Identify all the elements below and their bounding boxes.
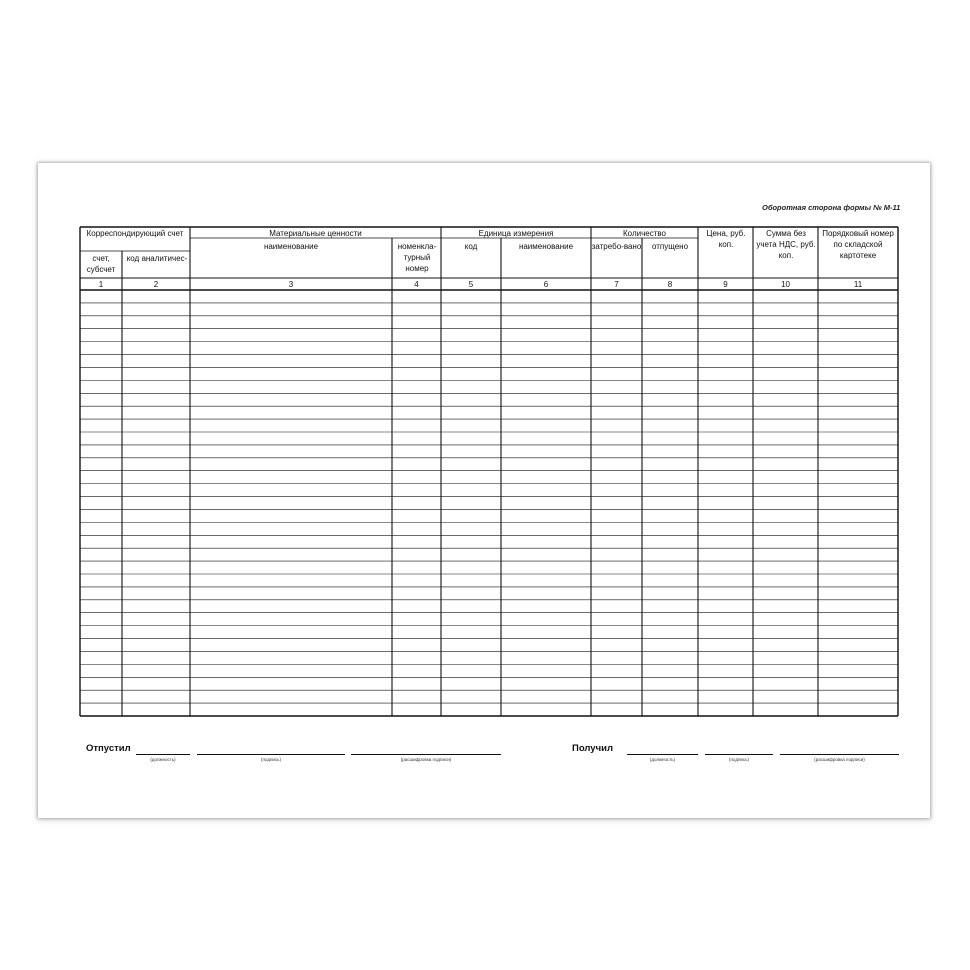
received-position-hint: (должность) (649, 757, 676, 762)
form-title: Оборотная сторона формы № М-11 (762, 203, 901, 212)
received-position-line[interactable] (627, 754, 698, 755)
released-decoding-hint: (расшифровка подписи) (400, 757, 452, 762)
header-card-number: Порядковый номер по складской картотеке (822, 229, 894, 260)
received-signature-hint: (подпись) (728, 757, 749, 762)
header-quantity: Количество (623, 229, 666, 238)
column-number: 7 (614, 280, 619, 289)
header-material-values: Материальные ценности (269, 229, 362, 238)
released-signature-hint: (подпись) (260, 757, 281, 762)
released-position-line[interactable] (136, 754, 190, 755)
column-number: 4 (414, 280, 419, 289)
received-decoding-hint: (расшифровка подписи) (814, 757, 865, 762)
column-number: 3 (288, 280, 294, 289)
column-number: 5 (468, 280, 474, 289)
header-sum-without-vat: Сумма без учета НДС, руб. коп. (756, 229, 816, 260)
received-decoding-line[interactable] (780, 754, 899, 755)
header-corresponding-account: Корреспондирующий счет (86, 229, 184, 238)
received-signature-line[interactable] (705, 754, 773, 755)
header-analytics-code: код аналитичес- (126, 254, 188, 263)
released-label: Отпустил (86, 743, 131, 754)
column-number: 1 (98, 280, 104, 289)
header-account-subaccount: счет, субсчет (86, 254, 116, 274)
header-price: Цена, руб. коп. (706, 229, 746, 249)
column-number: 2 (153, 280, 159, 289)
header-unit-of-measure: Единица измерения (478, 229, 554, 238)
column-number: 9 (723, 280, 728, 289)
header-released: отпущено (651, 242, 689, 251)
column-number: 6 (543, 280, 549, 289)
header-unit-code: код (464, 242, 478, 251)
column-number: 10 (781, 280, 790, 289)
released-signature-line[interactable] (197, 754, 345, 755)
released-decoding-line[interactable] (351, 754, 501, 755)
column-number: 8 (667, 280, 673, 289)
column-number: 11 (853, 280, 863, 289)
released-position-hint: (должность) (150, 757, 176, 762)
header-requested: затребо-вано (591, 242, 642, 251)
header-values-name: наименование (263, 242, 319, 251)
header-unit-name: наименование (518, 242, 574, 251)
header-nomenclature-number: номенкла-турный номер (397, 242, 437, 273)
received-label: Получил (572, 743, 613, 754)
